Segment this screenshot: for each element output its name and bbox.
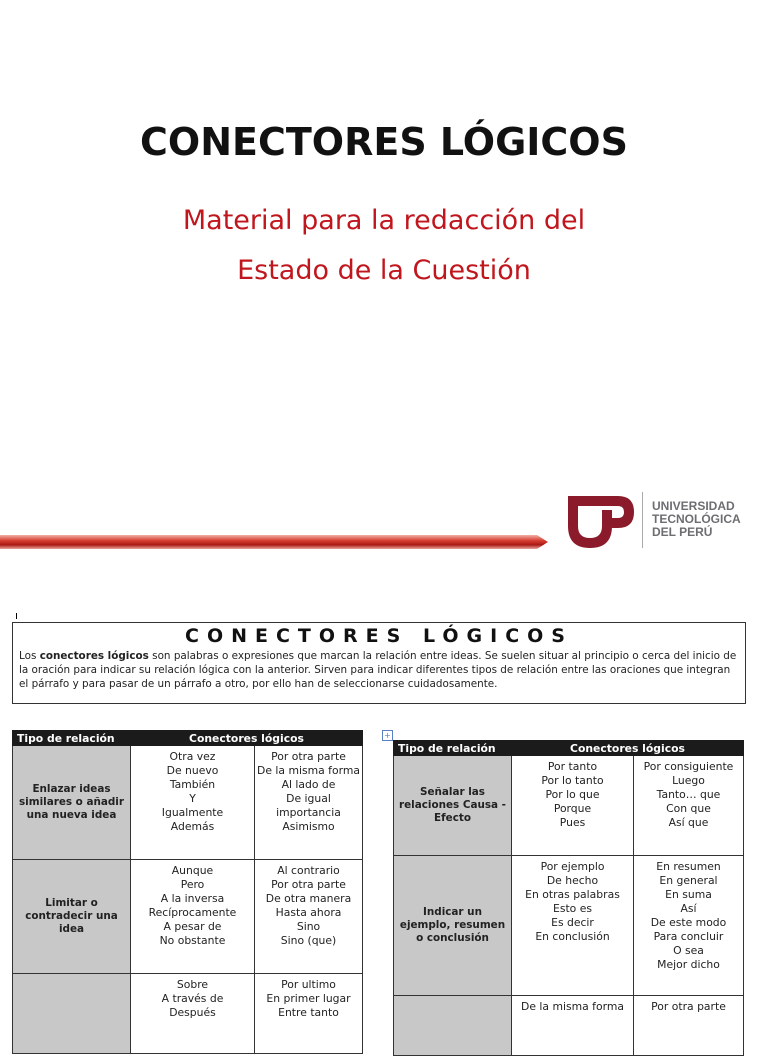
connector-item: A pesar de	[163, 920, 222, 933]
connector-item: Por otra parte	[271, 878, 346, 891]
connectors-cell	[634, 856, 744, 996]
header-conectores: Conectores lógicos	[131, 731, 363, 746]
connectors-table-right	[393, 740, 744, 1056]
connector-item: Hasta ahora	[275, 906, 342, 919]
connector-item: Recíprocamente	[148, 906, 237, 919]
table-header-row	[394, 741, 744, 756]
relation-type-cell: Limitar o contradecir una idea	[13, 860, 131, 974]
table-row	[394, 756, 744, 856]
table-move-handle-icon[interactable]: +	[382, 730, 393, 741]
connector-item: En primer lugar	[266, 992, 351, 1005]
connector-item: Así	[680, 902, 697, 915]
connector-item: En resumen	[656, 860, 721, 873]
connector-item: De la misma forma	[521, 1000, 624, 1013]
connector-item: Por tanto	[547, 760, 598, 773]
table-row	[13, 974, 363, 1054]
connector-item: Pero	[180, 878, 205, 891]
connector-item: Luego	[672, 774, 705, 787]
connector-item: Igualmente	[161, 806, 224, 819]
university-name	[652, 500, 741, 539]
relation-type-cell: Enlazar ideas similares o añadir una nueva idea	[13, 746, 131, 860]
connector-item: Por ultimo	[281, 978, 336, 991]
table-header-row	[13, 731, 363, 746]
connector-item: Pues	[559, 816, 586, 829]
connector-item: En general	[659, 874, 718, 887]
connector-item: En suma	[665, 888, 712, 901]
connector-item: Sino (que)	[280, 934, 337, 947]
header-tipo-relacion: Tipo de relación	[13, 731, 131, 746]
connector-item: No obstante	[159, 934, 226, 947]
connector-item: Y	[189, 792, 196, 805]
connector-item: A la inversa	[160, 892, 225, 905]
connector-item: Así que	[668, 816, 709, 829]
connectors-cell	[512, 856, 634, 996]
connector-item: Por otra parte	[271, 750, 346, 763]
connector-item: O sea	[673, 944, 704, 957]
connector-item: De la misma forma	[257, 764, 360, 777]
header-conectores: Conectores lógicos	[512, 741, 744, 756]
connector-item: De hecho	[546, 874, 599, 887]
connector-item: Asimismo	[282, 820, 335, 833]
connector-item: Al contrario	[277, 864, 340, 877]
scan-mark	[16, 613, 17, 619]
table-row	[13, 746, 363, 860]
connector-item: Además	[170, 820, 215, 833]
connector-item: Tanto… que	[656, 788, 721, 801]
connector-item: Al lado de	[281, 778, 336, 791]
connector-item: Sino	[296, 920, 321, 933]
connector-item: Por lo tanto	[541, 774, 604, 787]
connectors-cell	[255, 746, 363, 860]
connectors-cell	[512, 756, 634, 856]
connector-item: Para concluir	[653, 930, 724, 943]
connector-item: Después	[169, 1006, 216, 1019]
connectors-cell	[255, 974, 363, 1054]
slide-title: CONECTORES LÓGICOS	[140, 120, 628, 164]
decorative-red-stripe	[0, 535, 548, 549]
connector-item: importancia	[276, 806, 341, 819]
header-tipo-relacion: Tipo de relación	[394, 741, 512, 756]
university-name-line1: UNIVERSIDAD	[652, 499, 735, 513]
table-row	[13, 860, 363, 974]
connectors-cell	[512, 996, 634, 1056]
intro-box	[12, 622, 746, 704]
slide-subtitle-line1: Material para la redacción del	[182, 205, 586, 236]
connector-item: De otra manera	[265, 892, 352, 905]
connector-item: Porque	[553, 802, 592, 815]
connector-item: De igual	[286, 792, 331, 805]
relation-type-cell	[13, 974, 131, 1054]
university-name-line2: TECNOLÓGICA	[652, 512, 741, 526]
logo-divider	[642, 492, 643, 548]
connector-item: Sobre	[176, 978, 209, 991]
connector-item: De nuevo	[166, 764, 219, 777]
connector-item: Por consiguiente	[643, 760, 734, 773]
connectors-cell	[634, 756, 744, 856]
connector-item: Por lo que	[545, 788, 600, 801]
connectors-cell	[131, 974, 255, 1054]
connector-item: Con que	[666, 802, 711, 815]
connector-item: Otra vez	[169, 750, 216, 763]
intro-text-rest: son palabras o expresiones que marcan la relación entre ideas. Se suelen situar al principio o cerca del inicio de la oración para indicar su relación lógica con la anterior. Sirven para indicar diferentes tipos de relación entre las oraciones que integran el párrafo y para pasar de un párrafo a otro, por ello han de seleccionarse cuidadosamente.	[19, 650, 737, 690]
connector-item: Esto es	[553, 902, 592, 915]
relation-type-cell: Señalar las relaciones Causa - Efecto	[394, 756, 512, 856]
intro-paragraph	[19, 649, 739, 691]
connectors-cell	[131, 746, 255, 860]
intro-text-bold: conectores lógicos	[39, 650, 149, 662]
connector-item: De este modo	[650, 916, 727, 929]
university-name-line3: DEL PERÚ	[652, 525, 713, 539]
connector-item: Mejor dicho	[657, 958, 720, 971]
connector-item: También	[169, 778, 216, 791]
table-row	[394, 996, 744, 1056]
connector-item: En conclusión	[535, 930, 610, 943]
relation-type-cell	[394, 996, 512, 1056]
connector-item: Aunque	[171, 864, 214, 877]
connectors-table-left	[12, 730, 363, 1054]
connector-item: Es decir	[551, 916, 594, 929]
intro-text-start: Los	[19, 650, 40, 662]
connectors-cell	[131, 860, 255, 974]
relation-type-cell: Indicar un ejemplo, resumen o conclusión	[394, 856, 512, 996]
content-slide	[0, 565, 768, 1024]
connector-item: A través de	[161, 992, 224, 1005]
slide-subtitle-line2: Estado de la Cuestión	[237, 255, 531, 286]
intro-box-title: CONECTORES LÓGICOS	[185, 625, 573, 647]
connector-item: Entre tanto	[278, 1006, 339, 1019]
connector-item: En otras palabras	[525, 888, 620, 901]
table-row	[394, 856, 744, 996]
connectors-cell	[255, 860, 363, 974]
connector-item: Por ejemplo	[540, 860, 605, 873]
connectors-cell	[634, 996, 744, 1056]
connector-item: Por otra parte	[651, 1000, 726, 1013]
